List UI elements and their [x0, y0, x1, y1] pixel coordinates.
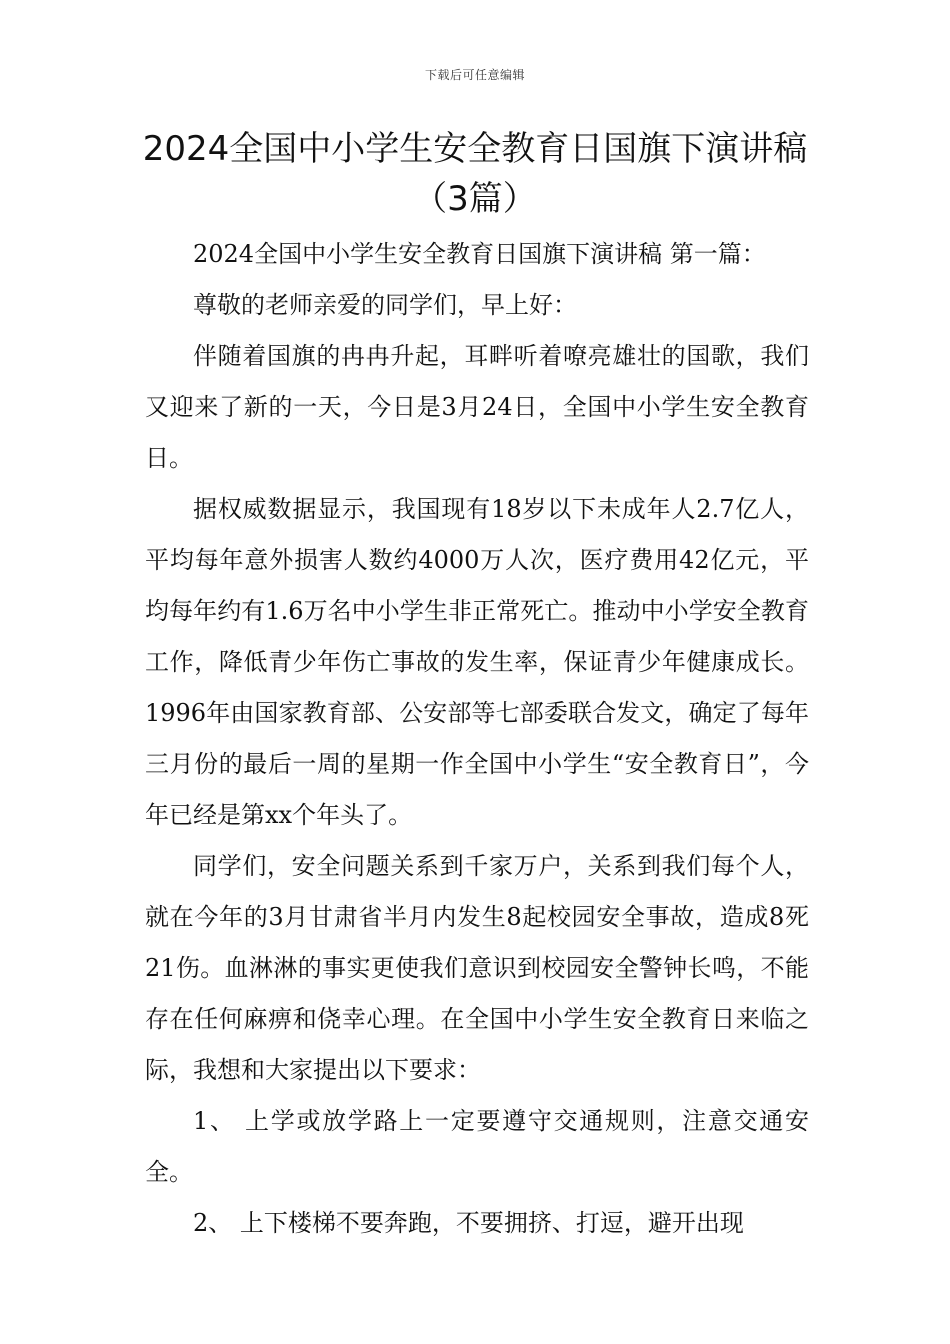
body-paragraph: 同学们，安全问题关系到千家万户，关系到我们每个人，就在今年的3月甘肃省半月内发生8起校园安全事故，造成8死21伤。血淋淋的事实更使我们意识到校园安全警钟长鸣，不能存在任何麻痹和侥幸心理。在全国中小学生安全教育日来临之际，我想和大家提出以下要求： — [145, 852, 809, 1084]
body-paragraph: 伴随着国旗的冉冉升起，耳畔听着嘹亮雄壮的国歌，我们又迎来了新的一天，今日是3月24日，全国中小学生安全教育日。 — [145, 342, 809, 472]
list-item: 2、 上下楼梯不要奔跑，不要拥挤、打逗，避开出现 — [193, 1209, 744, 1237]
list-item: 1、 上学或放学路上一定要遵守交通规则，注意交通安全。 — [145, 1107, 809, 1186]
section-heading: 2024全国中小学生安全教育日国旗下演讲稿 第一篇： — [193, 240, 766, 268]
body-paragraph: 据权威数据显示，我国现有18岁以下未成年人2.7亿人，平均每年意外损害人数约4000万人次，医疗费用42亿元，平均每年约有1.6万名中小学生非正常死亡。推动中小学安全教育工作，降低青少年伤亡事故的发生率，保证青少年健康成长。1996年由国家教育部、公安部等七部委联合发文，确定了每年三月份的最后一周的星期一作全国中小学生“安全教育日”，今年已经是第xx个年头了。 — [145, 495, 809, 829]
document-title: 2024全国中小学生安全教育日国旗下演讲稿（3篇） — [142, 129, 808, 219]
page-header-note: 下载后可任意编辑 — [424, 68, 525, 82]
greeting-paragraph: 尊敬的老师亲爱的同学们，早上好： — [193, 291, 577, 319]
document-body — [145, 229, 809, 1249]
